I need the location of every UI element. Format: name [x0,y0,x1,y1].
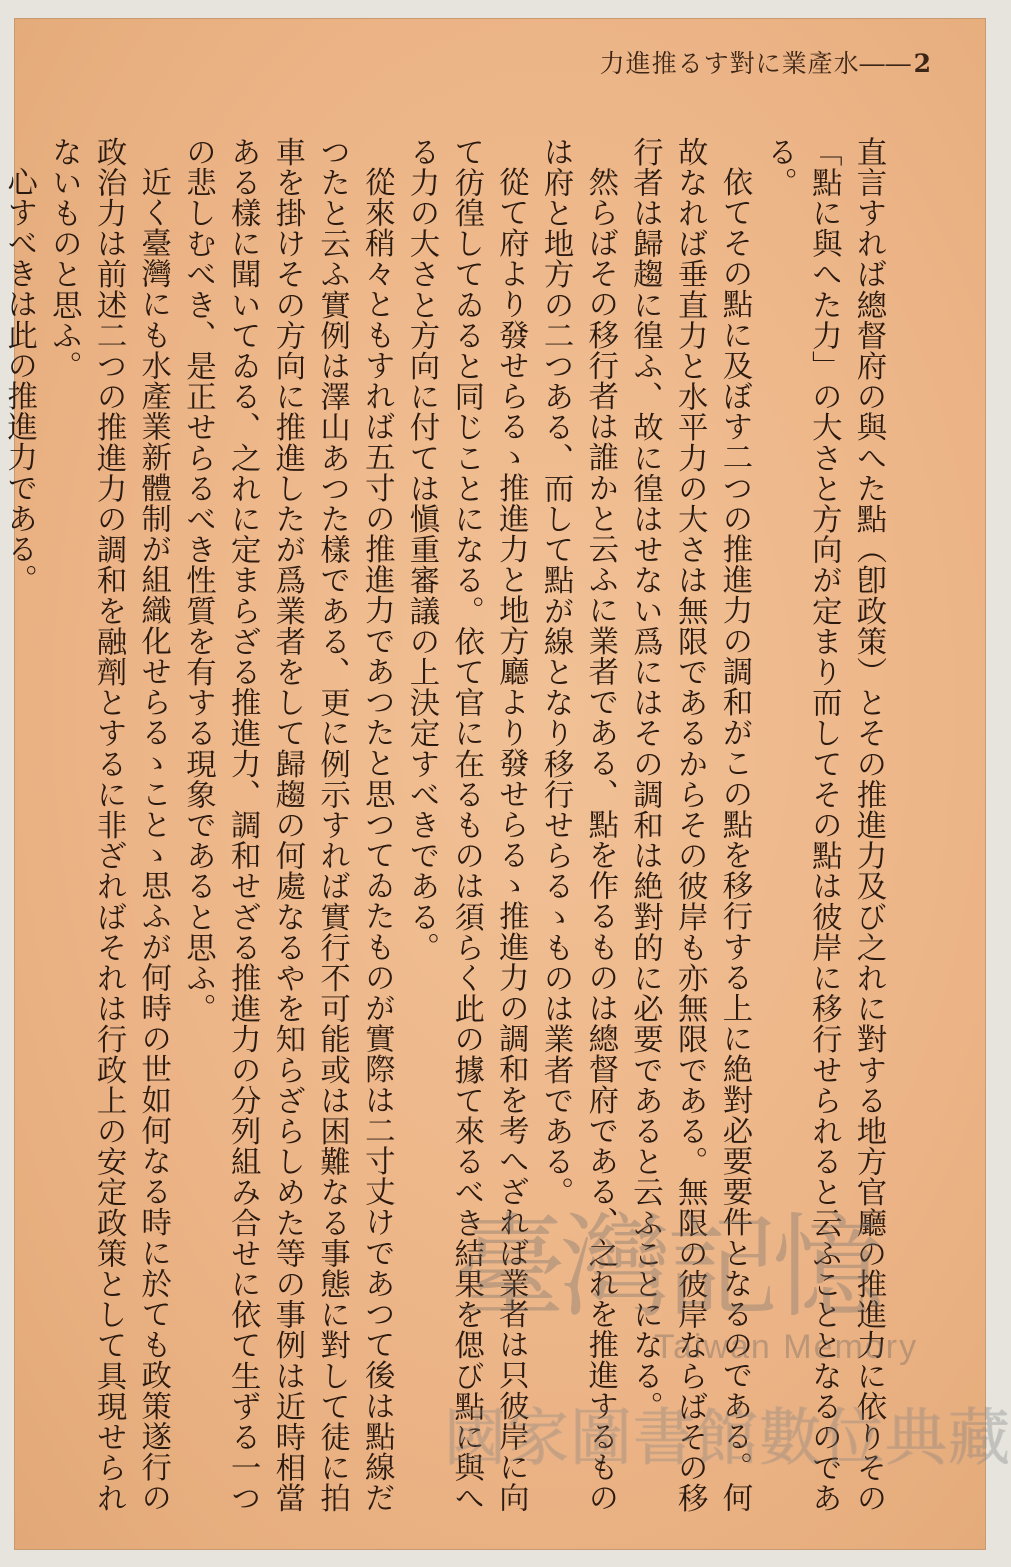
page-number: 2 [913,49,932,78]
header-title: 力進推るす對に業產水 [599,49,860,78]
watermark-logo: 臺灣記憶 [454,1203,878,1333]
vertical-body-text [1,136,890,1516]
paragraph: 從て府より發せらるゝ推進力と地方廳より發せらるゝ推進力の調和を考へざれば業者は只彼岸に向て彷徨してゐると同じことになる。依て官に在るものは須らく此の據て來るべき結果を偲び點に與へる力の大さと方向に付ては愼重審議の上決定すべきである。 [403,136,529,1513]
paragraph: 直言すれば總督府の與へた點（卽政策）とその推進力及び之れに對する地方官廳の推進力に依りその「點に與へた力」の大さと方向が定まり而してその點は彼岸に移行せられると云ふこととなるのである。 [761,136,886,1513]
scanned-page [1,18,1011,1550]
running-header [600,44,932,80]
paragraph: 然らばその移行者は誰かと云ふに業者である、點を作るものは總督府である、之れを推進するものは府と地方の二つある、而して點が線となり移行せらるゝものは業者である。 [538,136,618,1513]
paragraph: 心すべきは此の推進力である。 [1,166,37,595]
paragraph: 依てその點に及ぼす二つの推進力の調和がこの點を移行する上に絶對必要要件となるのである。何故なれば垂直力と水平力の大さは無限であるからその彼岸も亦無限である。無限の彼岸ならばその移行者は歸趨に徨ふ、故に徨はせない爲にはその調和は絶對的に必要であると云ふことになる。 [627,136,752,1513]
watermark-chinese: 國家圖書館數位典藏 [444,1401,1011,1474]
paragraph: 近く臺灣にも水產業新體制が組織化せらるゝことゝ思ふが何時の世如何なる時に於ても政策遂行の政治力は前述二つの推進力の調和を融劑とするに非ざればそれは行政上の安定政策として具現せられないものと思ふ。 [46,136,171,1513]
paragraph: 從來稍々ともすれば五寸の推進力であつたと思つてゐたものが實際は二寸丈けであつて後は點線だつたと云ふ實例は澤山あつた樣である、更に例示すれば實行不可能或は困難なる事態に對して徒に拍車を掛けその方向に推進したが爲業者をして歸趨の何處なるやを知らざらしめた等の事例は近時相當ある樣に聞いてゐる、之れに定まらざる推進力、調和せざる推進力の分列組み合せに依て生ずる一つの悲しむべき、是正せらるべき性質を有する現象であると思ふ。 [180,136,395,1513]
watermark-english: Taiwan Memory [654,1328,919,1366]
header-dash: ―― [859,49,912,78]
